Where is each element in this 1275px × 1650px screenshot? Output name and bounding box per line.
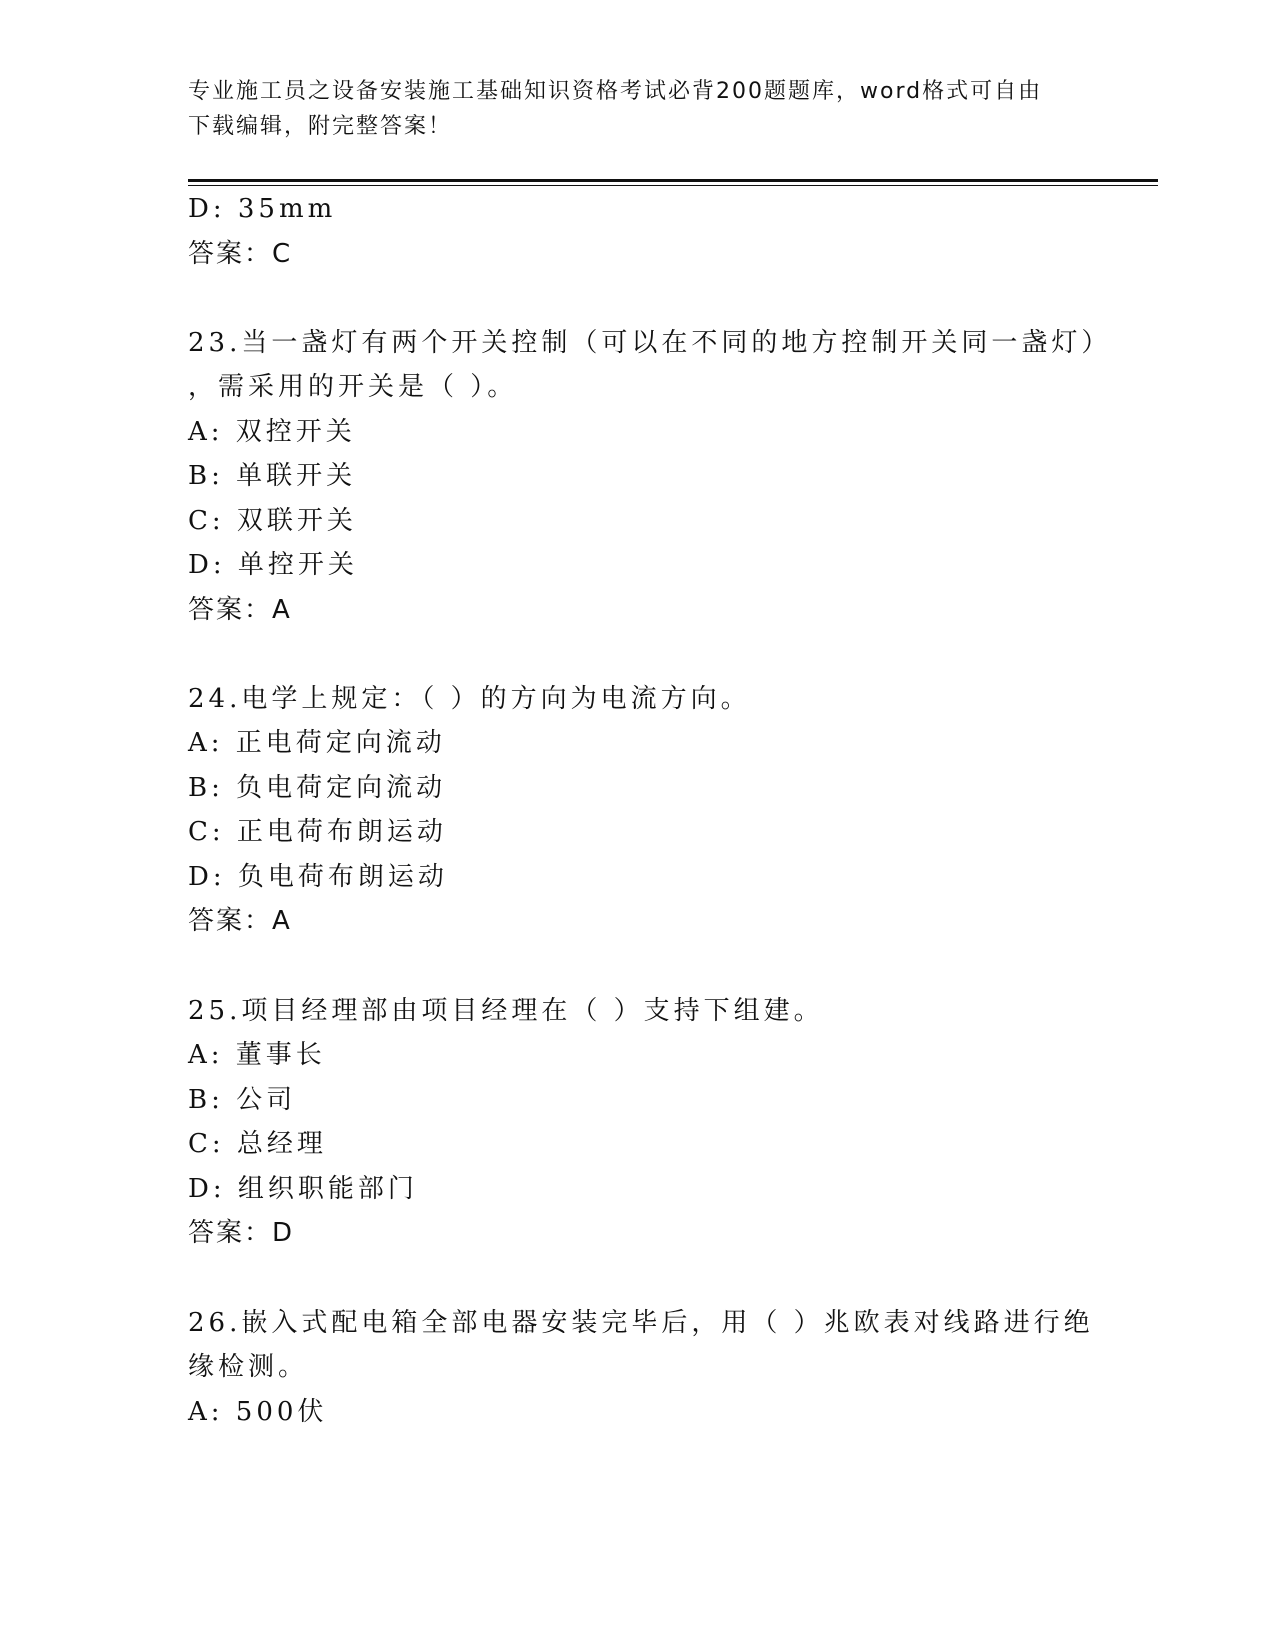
question-25-stem-line-1: 25.项目经理部由项目经理在（ ）支持下组建。 [188,996,824,1026]
question-25-option-a: A: 董事长 [188,1040,326,1070]
header-line-2: 下载编辑，附完整答案！ [188,114,453,139]
header-divider-thin [188,185,1158,186]
question-24-answer: 答案：A [188,906,292,936]
page-header [188,74,1088,144]
question-23-stem-line-1: 23.当一盏灯有两个开关控制（可以在不同的地方控制开关同一盏灯） [188,328,1112,358]
question-26-stem-line-1: 26.嵌入式配电箱全部电器安装完毕后，用（ ）兆欧表对线路进行绝 [188,1308,1094,1338]
header-line-1: 专业施工员之设备安装施工基础知识资格考试必背200题题库，word格式可自由 [188,79,1043,104]
question-23-stem-line-2: ，需采用的开关是（ ）。 [188,372,518,402]
question-25-answer: 答案：D [188,1218,295,1248]
question-23-option-a: A: 双控开关 [188,417,356,447]
question-24-stem-line-1: 24.电学上规定：（ ）的方向为电流方向。 [188,684,751,714]
question-25-option-c: C: 总经理 [188,1129,327,1159]
question-23-option-b: B: 单联开关 [188,461,357,491]
question-26-option-a: A: 500伏 [188,1397,328,1427]
question-23-answer: 答案：A [188,595,292,625]
option-d: D: 35mm [188,194,337,224]
question-26-stem-line-2: 缘检测。 [188,1352,309,1382]
question-24-option-b: B: 负电荷定向流动 [188,773,447,803]
question-24-option-c: C: 正电荷布朗运动 [188,817,447,847]
question-25-option-d: D: 组织职能部门 [188,1174,418,1204]
question-23-option-c: C: 双联开关 [188,506,357,536]
question-24-option-d: D: 负电荷布朗运动 [188,862,448,892]
answer-line: 答案：C [188,239,293,269]
question-25-option-b: B: 公司 [188,1085,297,1115]
header-divider-thick [188,179,1158,182]
question-23-option-d: D: 单控开关 [188,550,358,580]
question-24-option-a: A: 正电荷定向流动 [188,728,446,758]
